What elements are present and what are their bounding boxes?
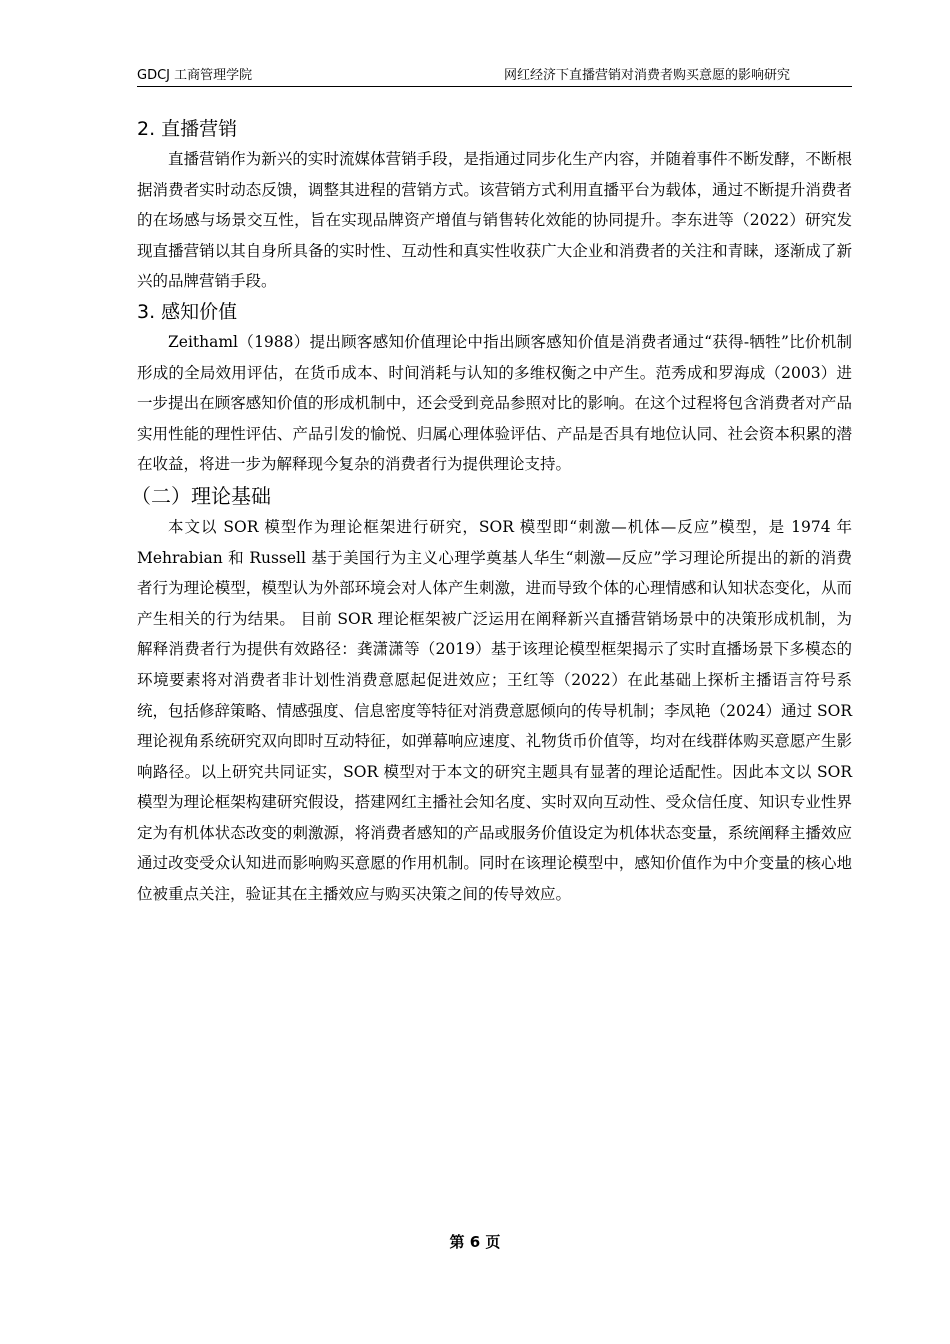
section-heading-live-marketing: 2. 直播营销	[137, 118, 238, 140]
page-body	[131, 114, 852, 910]
section-heading-theory: （二）理论基础	[131, 483, 271, 508]
page-number: 第 6 页	[449, 1233, 501, 1251]
paragraph-live-marketing: 直播营销作为新兴的实时流媒体营销手段，是指通过同步化生产内容，并随着事件不断发酵，不断根据消费者实时动态反馈，调整其进程的营销方式。该营销方式利用直播平台为载体，通过不断提升消费者的在场感与场景交互性，旨在实现品牌资产增值与销售转化效能的协同提升。李东进等（2022）研究发现直播营销以其自身所具备的实时性、互动性和真实性收获广大企业和消费者的关注和青睐，逐渐成了新兴的品牌营销手段。	[137, 150, 852, 291]
section-heading-perceived-value: 3. 感知价值	[137, 300, 238, 323]
header-paper-title: 网红经济下直播营销对消费者购买意愿的影响研究	[503, 68, 790, 83]
header-institution: GDCJ 工商管理学院	[137, 68, 253, 83]
paragraph-theory: 本文以 SOR 模型作为理论框架进行研究，SOR 模型即“刺激—机体—反应”模型，是 1974 年 Mehrabian 和 Russell 基于美国行为主义心理学奠基人华生“刺激—反应”学习理论所提出的新的消费者行为理论模型，模型认为外部环境会对人体产生刺激，进而导致个体的心理情感和认知状态变化，从而产生相关的行为结果。 目前 SOR 理论框架被广泛运用在阐释新兴直播营销场景中的决策形成机制，为解释消费者行为提供有效路径：龚潇潇等（2019）基于该理论模型框架揭示了实时直播场景下多模态的环境要素将对消费者非计划性消费意愿起促进效应；王红等（2022）在此基础上探析主播语言符号系统，包括修辞策略、情感强度、信息密度等特征对消费意愿倾向的传导机制；李凤艳（2024）通过 SOR 理论视角系统研究双向即时互动特征，如弹幕响应速度、礼物货币价值等，均对在线群体购买意愿产生影响路径。以上研究共同证实，SOR 模型对于本文的研究主题具有显著的理论适配性。因此本文以 SOR 模型为理论框架构建研究假设，搭建网红主播社会知名度、实时双向互动性、受众信任度、知识专业性界定为有机体状态改变的刺激源，将消费者感知的产品或服务价值设定为机体状态变量，系统阐释主播效应通过改变受众认知进而影响购买意愿的作用机制。同时在该理论模型中，感知价值作为中介变量的核心地位被重点关注，验证其在主播效应与购买决策之间的传导效应。	[137, 517, 852, 904]
page-header	[137, 66, 852, 87]
paragraph-perceived-value: Zeithaml（1988）提出顾客感知价值理论中指出顾客感知价值是消费者通过“获得-牺牲”比价机制形成的全局效用评估，在货币成本、时间消耗与认知的多维权衡之中产生。范秀成和罗海成（2003）进一步提出在顾客感知价值的形成机制中，还会受到竞品参照对比的影响。在这个过程将包含消费者对产品实用性能的理性评估、产品引发的愉悦、归属心理体验评估、产品是否具有地位认同、社会资本积累的潜在收益，将进一步为解释现今复杂的消费者行为提供理论支持。	[137, 332, 852, 474]
